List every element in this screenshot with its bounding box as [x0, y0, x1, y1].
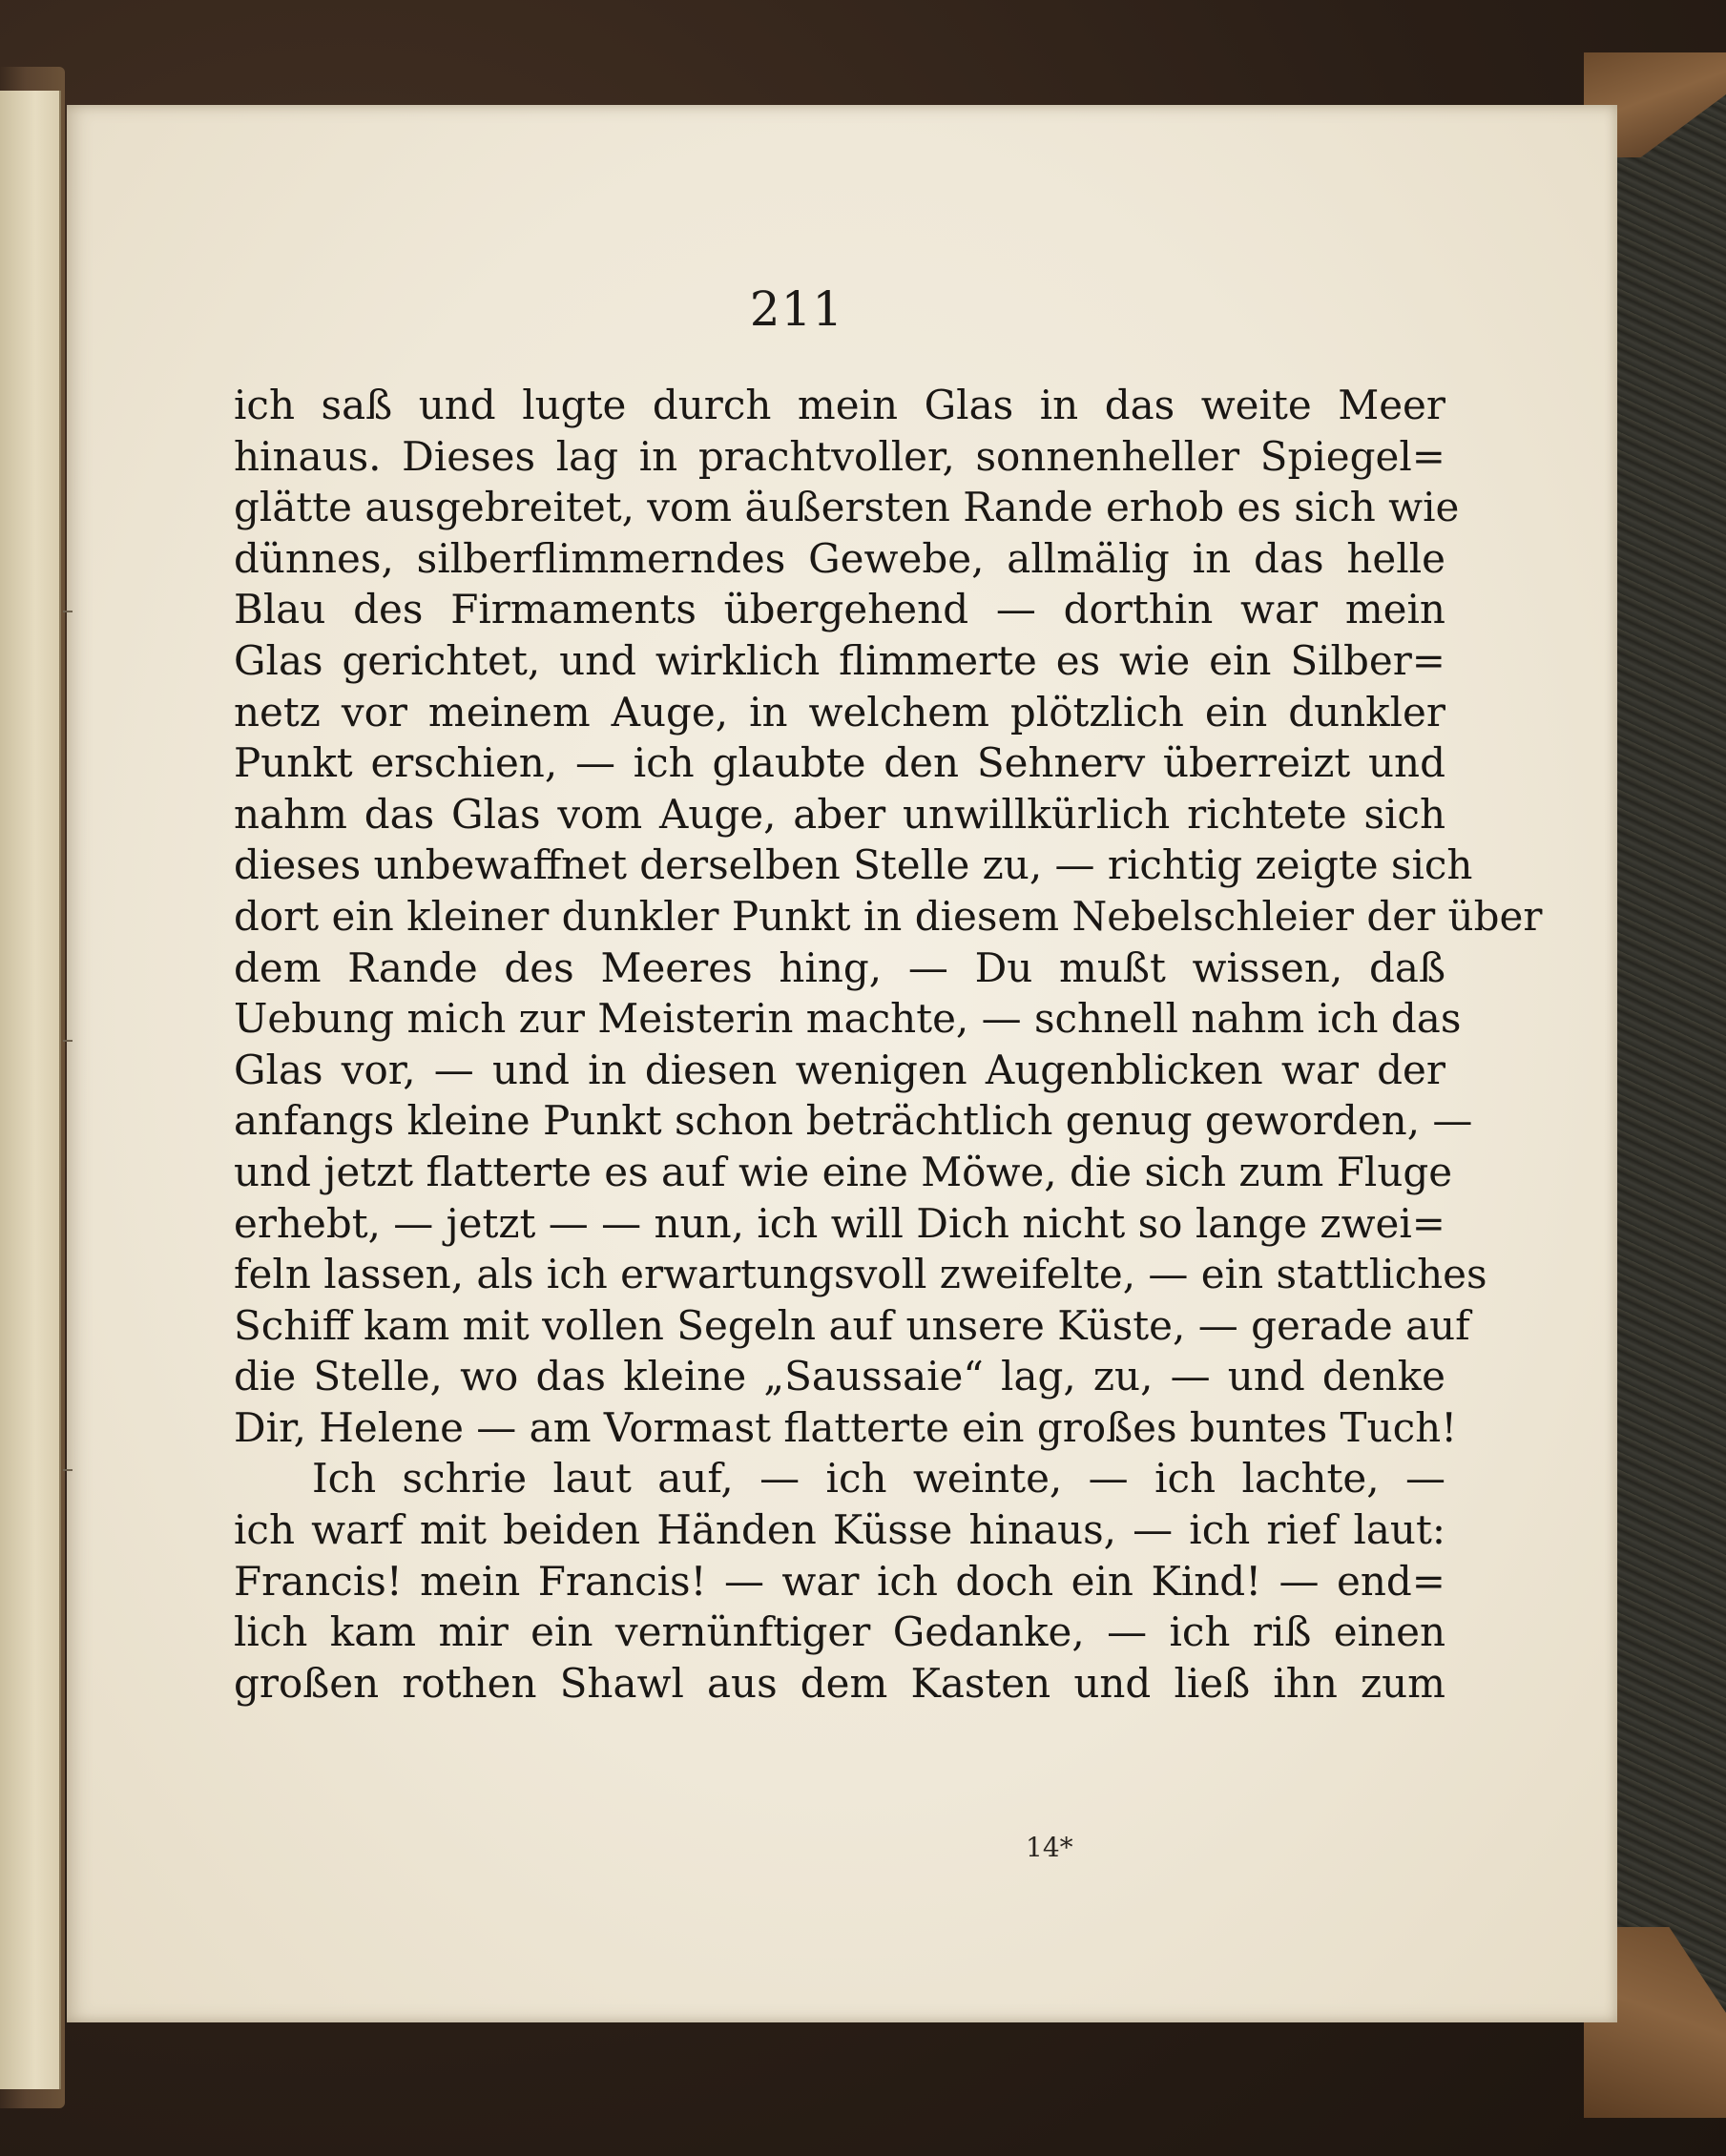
text-line: Uebung mich zur Meisterin machte, — schnell nahm ich das — [234, 995, 1462, 1043]
text-line: Punkt erschien, — ich glaubte den Sehnerv überreizt und — [234, 739, 1445, 787]
text-line: hinaus. Dieses lag in prachtvoller, sonnenheller Spiegel= — [234, 432, 1445, 480]
text-line: Glas vor, — und in diesen wenigen Augenblicken war der — [234, 1046, 1445, 1093]
binding-tick — [63, 1040, 73, 1042]
text-line: ich saß und lugte durch mein Glas in das weite Meer — [234, 382, 1445, 428]
body-text — [234, 380, 1543, 1709]
text-line: und jetzt flatterte es auf wie eine Möwe, die sich zum Fluge — [234, 1148, 1453, 1195]
text-line: die Stelle, wo das kleine „Saussaie“ lag, zu, — und denke — [234, 1353, 1445, 1400]
facing-page-edge — [0, 91, 61, 2089]
text-line: anfangs kleine Punkt schon beträchtlich genug geworden, — — [234, 1097, 1473, 1145]
text-line: dünnes, silberflimmerndes Gewebe, allmälig in das helle — [234, 534, 1445, 582]
text-line: ich warf mit beiden Händen Küsse hinaus, — ich rief laut: — [234, 1506, 1445, 1554]
text-line-paragraph-start: Ich schrie laut auf, — ich weinte, — ich lachte, — — [312, 1455, 1445, 1503]
text-line: großen rothen Shawl aus dem Kasten und ließ ihn zum — [234, 1659, 1445, 1707]
text-line: netz vor meinem Auge, in welchem plötzlich ein dunkler — [234, 688, 1445, 736]
text-line: erhebt, — jetzt — — nun, ich will Dich nicht so lange zwei= — [234, 1199, 1445, 1247]
binding-tick — [63, 611, 73, 612]
binding-tick — [63, 1469, 73, 1471]
text-line: lich kam mir ein vernünftiger Gedanke, — ich riß einen — [234, 1608, 1445, 1656]
text-line: dem Rande des Meeres hing, — Du mußt wissen, daß — [234, 943, 1445, 991]
text-line: dort ein kleiner dunkler Punkt in diesem Nebelschleier der über — [234, 892, 1543, 940]
book-page — [67, 105, 1617, 2022]
text-line: Francis! mein Francis! — war ich doch ein Kind! — end= — [234, 1557, 1445, 1605]
text-line: Glas gerichtet, und wirklich flimmerte es wie ein Silber= — [234, 636, 1445, 684]
text-line: Blau des Firmaments übergehend — dorthin war mein — [234, 586, 1445, 633]
text-line: dieses unbewaffnet derselben Stelle zu, — richtig zeigte sich — [234, 841, 1473, 889]
text-line: glätte ausgebreitet, vom äußersten Rande erhob es sich wie — [234, 484, 1460, 531]
text-line: Dir, Helene — am Vormast flatterte ein großes buntes Tuch! — [234, 1403, 1458, 1451]
text-line: Schiff kam mit vollen Segeln auf unsere Küste, — gerade auf — [234, 1301, 1470, 1349]
signature-mark: 14* — [1026, 1832, 1073, 1863]
text-line: feln lassen, als ich erwartungsvoll zweifelte, — ein stattliches — [234, 1251, 1487, 1298]
page-number: 211 — [749, 281, 844, 337]
text-line: nahm das Glas vom Auge, aber unwillkürlich richtete sich — [234, 790, 1445, 838]
